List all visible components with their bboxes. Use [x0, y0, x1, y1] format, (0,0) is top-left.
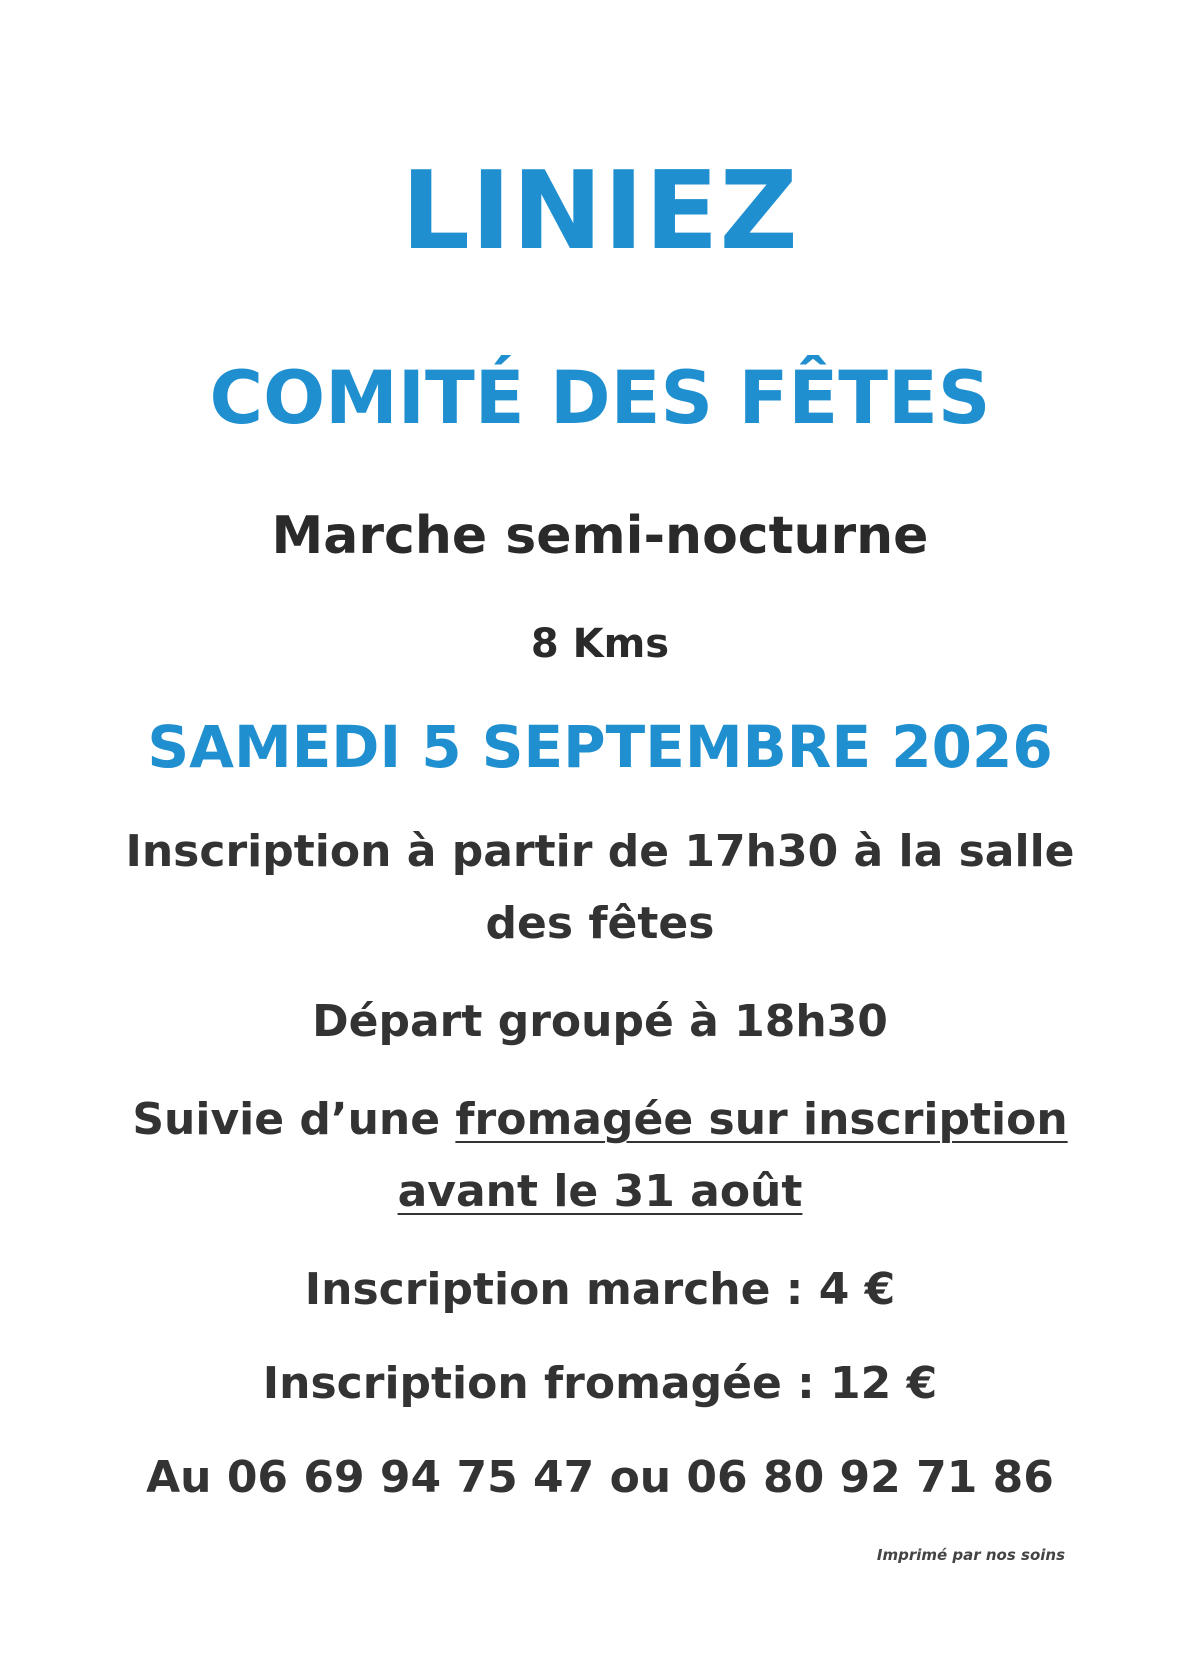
fromagee-deadline: avant le 31 août — [397, 1166, 803, 1217]
fromagee-notice-line1 — [0, 1094, 1200, 1145]
fromagee-notice-prefix: Suivie d’une — [132, 1094, 456, 1145]
price-fromagee: Inscription fromagée : 12 € — [262, 1358, 938, 1409]
printed-by-note: Imprimé par nos soins — [876, 1546, 1065, 1564]
town-title: LINIEZ — [401, 149, 799, 274]
registration-info-line1: Inscription à partir de 17h30 à la salle — [125, 826, 1075, 877]
fromagee-notice-line2 — [0, 1166, 1200, 1217]
price-walk: Inscription marche : 4 € — [304, 1264, 896, 1315]
departure-time: Départ groupé à 18h30 — [312, 996, 888, 1047]
event-distance: 8 Kms — [530, 621, 670, 667]
fromagee-notice-underlined: fromagée sur inscription — [455, 1094, 1068, 1145]
event-name: Marche semi-nocturne — [271, 506, 929, 566]
committee-heading: COMITÉ DES FÊTES — [209, 356, 991, 441]
contact-phones: Au 06 69 94 75 47 ou 06 80 92 71 86 — [146, 1452, 1054, 1503]
registration-info-line2: des fêtes — [485, 898, 715, 949]
event-date: SAMEDI 5 SEPTEMBRE 2026 — [147, 713, 1053, 781]
